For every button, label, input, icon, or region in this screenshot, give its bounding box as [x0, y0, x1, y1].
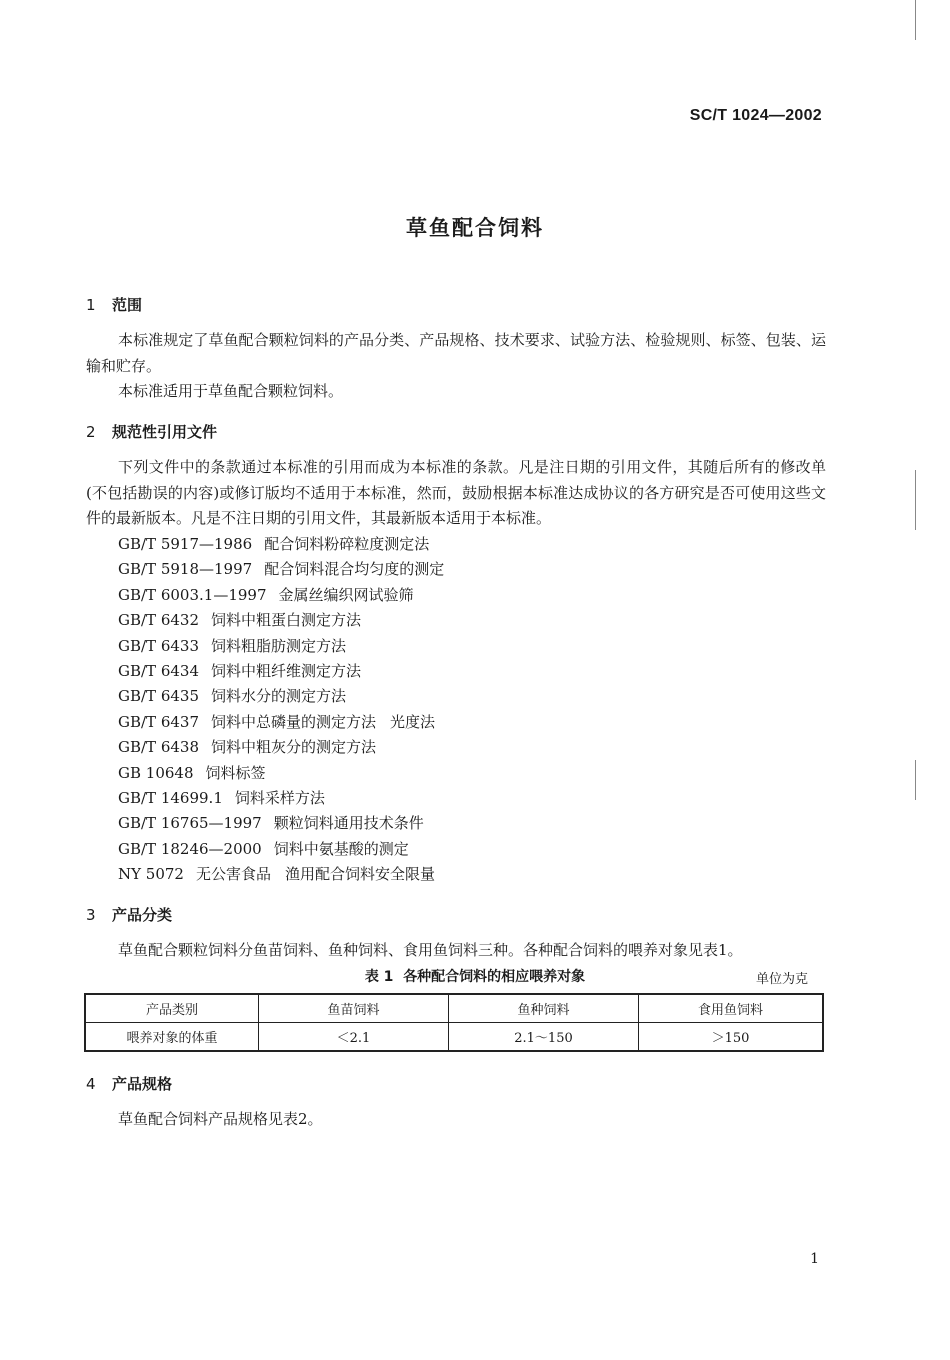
- reference-code: GB 10648: [118, 763, 194, 782]
- section-2-heading: [86, 421, 217, 442]
- table-cell: ＜2.1: [259, 1023, 449, 1052]
- page-number: 1: [810, 1251, 819, 1267]
- reference-code: GB/T 6433: [118, 636, 200, 655]
- reference-item: [118, 837, 444, 862]
- reference-item: [118, 608, 444, 633]
- scan-edge-mark: [915, 760, 916, 800]
- section-title: 产品分类: [112, 906, 173, 924]
- reference-extra: 光度法: [390, 712, 436, 731]
- section-number: 4: [86, 1075, 96, 1093]
- section-1-heading: [86, 294, 142, 315]
- section-3-paragraph: 草鱼配合颗粒饲料分鱼苗饲料、鱼种饲料、食用鱼饲料三种。各种配合饲料的喂养对象见表1。: [118, 941, 743, 959]
- section-2-intro: 下列文件中的条款通过本标准的引用而成为本标准的条款。凡是注日期的引用文件，其随后所有的修改单(不包括勘误的内容)或修订版均不适用于本标准，然而，鼓励根据本标准达成协议的各方研究是否可使用这些文件的最新版本。凡是不注日期的引用文件，其最新版本适用于本标准。: [86, 458, 826, 527]
- table-header-cell: 鱼苗饲料: [259, 994, 449, 1023]
- reference-title: 饲料中氨基酸的测定: [273, 839, 409, 858]
- reference-code: NY 5072: [118, 865, 184, 884]
- section-title: 产品规格: [112, 1075, 173, 1093]
- reference-item: [118, 659, 444, 684]
- reference-item: [118, 557, 444, 582]
- scan-edge-mark: [915, 470, 916, 530]
- table-row: [85, 1023, 823, 1052]
- reference-title: 金属丝编织网试验筛: [278, 585, 414, 604]
- reference-code: GB/T 5917—1986: [118, 535, 253, 553]
- reference-item: [118, 684, 444, 709]
- reference-code: GB/T 5918—1997: [118, 560, 253, 579]
- feeding-table: [84, 993, 824, 1052]
- table-cell: 喂养对象的体重: [85, 1023, 259, 1052]
- reference-title: 饲料中粗纤维测定方法: [211, 661, 362, 680]
- reference-code: GB/T 18246—2000: [118, 839, 262, 858]
- section-number: 1: [86, 296, 96, 314]
- reference-title: 无公害食品: [195, 865, 271, 884]
- document-title: 草鱼配合饲料: [406, 216, 544, 240]
- reference-title: 饲料标签: [205, 763, 266, 782]
- scan-edge-mark: [915, 0, 916, 40]
- reference-title: 饲料中粗灰分的测定方法: [211, 738, 377, 757]
- section-number: 3: [86, 906, 96, 924]
- reference-item: [118, 862, 444, 887]
- reference-code: GB/T 6003.1—1997: [118, 585, 267, 604]
- reference-code: GB/T 6432: [118, 611, 200, 630]
- section-1-paragraph-2: 本标准适用于草鱼配合颗粒饲料。: [118, 382, 344, 400]
- reference-code: GB/T 6438: [118, 738, 200, 757]
- reference-code: GB/T 6437: [118, 712, 200, 731]
- standard-number: SC/T 1024—2002: [689, 107, 822, 124]
- reference-code: GB/T 6434: [118, 661, 200, 680]
- reference-list: [118, 532, 444, 887]
- reference-item: [118, 583, 444, 608]
- section-title: 范围: [112, 296, 143, 314]
- table-header-cell: 鱼种饲料: [449, 994, 639, 1023]
- reference-title: 配合饲料混合均匀度的测定: [264, 560, 445, 579]
- reference-item: [118, 786, 444, 811]
- reference-title: 饲料采样方法: [234, 788, 325, 807]
- reference-title: 饲料中粗蛋白测定方法: [211, 611, 362, 630]
- reference-title: 饲料中总磷量的测定方法: [211, 712, 377, 731]
- reference-code: GB/T 6435: [118, 687, 200, 706]
- section-title: 规范性引用文件: [112, 423, 218, 441]
- section-1-paragraph-1: 本标准规定了草鱼配合颗粒饲料的产品分类、产品规格、技术要求、试验方法、检验规则、标签、包装、运输和贮存。: [86, 331, 826, 375]
- reference-item: [118, 811, 444, 836]
- table-unit: 单位为克: [755, 972, 808, 987]
- reference-item: [118, 532, 444, 557]
- table-header-cell: 食用鱼饲料: [639, 994, 824, 1023]
- reference-item: [118, 710, 444, 735]
- table-caption-number: 表 1: [364, 969, 394, 985]
- reference-title: 颗粒饲料通用技术条件: [273, 814, 424, 833]
- table-header-row: [85, 994, 823, 1023]
- table-header-cell: 产品类别: [85, 994, 259, 1023]
- section-3-heading: [86, 904, 172, 925]
- table-cell: ＞150: [639, 1023, 824, 1052]
- section-number: 2: [86, 423, 96, 441]
- reference-title: 饲料粗脂肪测定方法: [211, 636, 347, 655]
- reference-title: 配合饲料粉碎粒度测定法: [264, 535, 430, 553]
- section-4-paragraph: 草鱼配合饲料产品规格见表2。: [118, 1110, 323, 1128]
- table-cell: 2.1～150: [449, 1023, 639, 1052]
- reference-code: GB/T 14699.1: [118, 788, 223, 807]
- reference-code: GB/T 16765—1997: [118, 814, 262, 833]
- reference-item: [118, 761, 444, 786]
- reference-item: [118, 735, 444, 760]
- table-caption-text: 各种配合饲料的相应喂养对象: [403, 969, 586, 985]
- reference-extra: 渔用配合饲料安全限量: [285, 865, 436, 884]
- reference-item: [118, 634, 444, 659]
- reference-title: 饲料水分的测定方法: [211, 687, 347, 706]
- section-4-heading: [86, 1073, 172, 1094]
